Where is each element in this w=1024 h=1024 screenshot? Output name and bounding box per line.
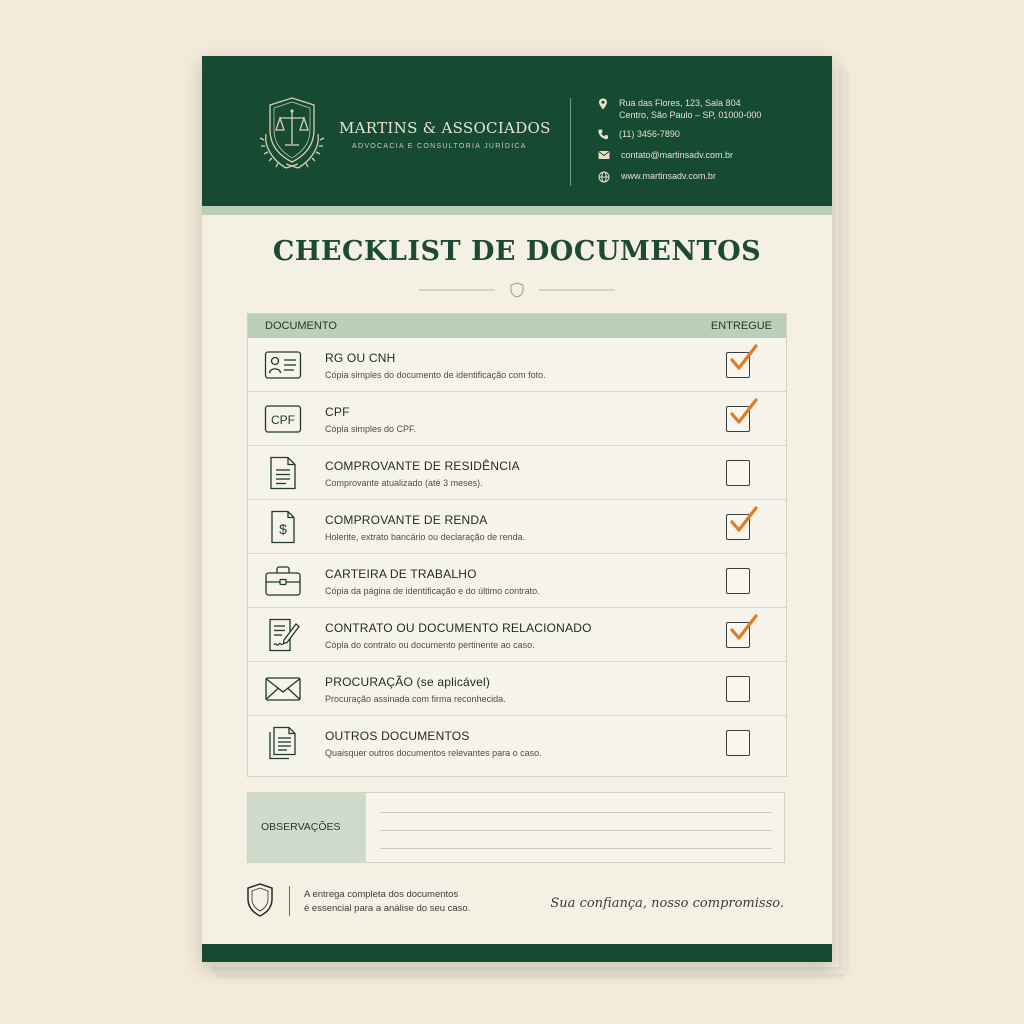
firm-tagline: ADVOCACIA E CONSULTORIA JURÍDICA xyxy=(352,143,527,150)
checklist-rows xyxy=(248,338,786,770)
delivered-checkbox[interactable] xyxy=(726,568,750,594)
row-label: COMPROVANTE DE RENDA xyxy=(325,513,488,527)
checklist-row xyxy=(248,446,786,500)
row-description: Quaisquer outros documentos relevantes para o caso. xyxy=(325,748,542,758)
row-description: Cópia simples do documento de identificação com foto. xyxy=(325,370,546,380)
envelope-icon xyxy=(264,672,302,706)
delivered-checkbox[interactable] xyxy=(726,406,750,432)
location-pin-icon xyxy=(598,98,608,110)
delivered-checkbox[interactable] xyxy=(726,676,750,702)
observations-writing-line[interactable] xyxy=(380,830,772,831)
checklist-row xyxy=(248,662,786,716)
checklist-row xyxy=(248,500,786,554)
header-stripe xyxy=(202,206,832,215)
contact-email xyxy=(598,149,733,161)
header-divider xyxy=(570,98,571,186)
row-description: Cópia simples do CPF. xyxy=(325,424,417,434)
row-description: Holerite, extrato bancário ou declaração de renda. xyxy=(325,532,526,542)
observations-label: OBSERVAÇÕES xyxy=(261,821,341,833)
document-icon xyxy=(264,456,302,490)
shield-icon xyxy=(246,882,274,918)
table-header xyxy=(248,314,786,338)
observations-writing-line[interactable] xyxy=(380,848,772,849)
footer-note-line-1: A entrega completa dos documentos xyxy=(304,889,459,900)
contract-pen-icon xyxy=(264,618,302,652)
checkmark-icon xyxy=(729,614,759,644)
delivered-checkbox[interactable] xyxy=(726,514,750,540)
address-line-1: Rua das Flores, 123, Sala 804 xyxy=(619,98,741,108)
row-description: Cópia da página de identificação e do último contrato. xyxy=(325,586,540,596)
letterhead xyxy=(202,56,832,206)
firm-name: MARTINS & ASSOCIADOS xyxy=(339,119,551,137)
checklist-sheet xyxy=(202,56,832,962)
observations-writing-line[interactable] xyxy=(380,812,772,813)
checklist-row xyxy=(248,392,786,446)
document-checklist-table xyxy=(247,313,787,777)
mail-icon xyxy=(598,150,610,160)
contact-phone xyxy=(598,128,680,140)
checklist-row xyxy=(248,716,786,770)
documents-icon xyxy=(264,726,302,760)
delivered-checkbox[interactable] xyxy=(726,460,750,486)
checklist-row xyxy=(248,608,786,662)
footer-band xyxy=(202,944,832,962)
footer-slogan: Sua confiança, nosso compromisso. xyxy=(550,896,784,911)
phone-icon xyxy=(598,129,608,140)
scales-of-justice-emblem-icon xyxy=(252,94,332,174)
row-label: OUTROS DOCUMENTOS xyxy=(325,729,470,743)
row-label: CARTEIRA DE TRABALHO xyxy=(325,567,477,581)
delivered-checkbox[interactable] xyxy=(726,622,750,648)
checkmark-icon xyxy=(729,506,759,536)
row-label: COMPROVANTE DE RESIDÊNCIA xyxy=(325,459,520,473)
checkmark-icon xyxy=(729,398,759,428)
delivered-checkbox[interactable] xyxy=(726,352,750,378)
contact-website xyxy=(598,170,716,183)
row-description: Cópia do contrato ou documento pertinente ao caso. xyxy=(325,640,535,650)
delivered-checkbox[interactable] xyxy=(726,730,750,756)
briefcase-icon xyxy=(264,564,302,598)
website-link[interactable]: www.martinsadv.com.br xyxy=(621,171,716,181)
checklist-row xyxy=(248,338,786,392)
row-description: Comprovante atualizado (até 3 meses). xyxy=(325,478,483,488)
checklist-row xyxy=(248,554,786,608)
row-label: CONTRATO OU DOCUMENTO RELACIONADO xyxy=(325,621,592,635)
id-card-icon xyxy=(264,348,302,382)
row-label: PROCURAÇÃO (se aplicável) xyxy=(325,675,491,689)
email-link[interactable]: contato@martinsadv.com.br xyxy=(621,150,734,160)
globe-icon xyxy=(598,171,610,183)
page-title: CHECKLIST DE DOCUMENTOS xyxy=(272,236,762,267)
cpf-card-icon xyxy=(264,402,302,436)
observations-label-cell xyxy=(248,793,366,862)
svg-text:$: $ xyxy=(279,521,287,537)
contact-address xyxy=(598,97,761,121)
column-header-document: DOCUMENTO xyxy=(265,320,337,332)
row-description: Procuração assinada com firma reconhecida. xyxy=(325,694,506,704)
phone-number: (11) 3456-7890 xyxy=(619,129,680,139)
footer-note-line-2: é essencial para a análise do seu caso. xyxy=(304,903,471,914)
svg-text:CPF: CPF xyxy=(271,413,295,427)
address-line-2: Centro, São Paulo – SP, 01000-000 xyxy=(619,110,762,120)
footer-note xyxy=(304,888,470,916)
footer-divider xyxy=(289,886,290,916)
column-header-delivered: ENTREGUE xyxy=(710,320,772,332)
money-document-icon xyxy=(264,510,302,544)
checkmark-icon xyxy=(729,344,759,374)
row-label: RG OU CNH xyxy=(325,351,396,365)
observations-box xyxy=(247,792,785,863)
title-shield-ornament-icon xyxy=(417,280,617,300)
row-label: CPF xyxy=(325,405,350,419)
